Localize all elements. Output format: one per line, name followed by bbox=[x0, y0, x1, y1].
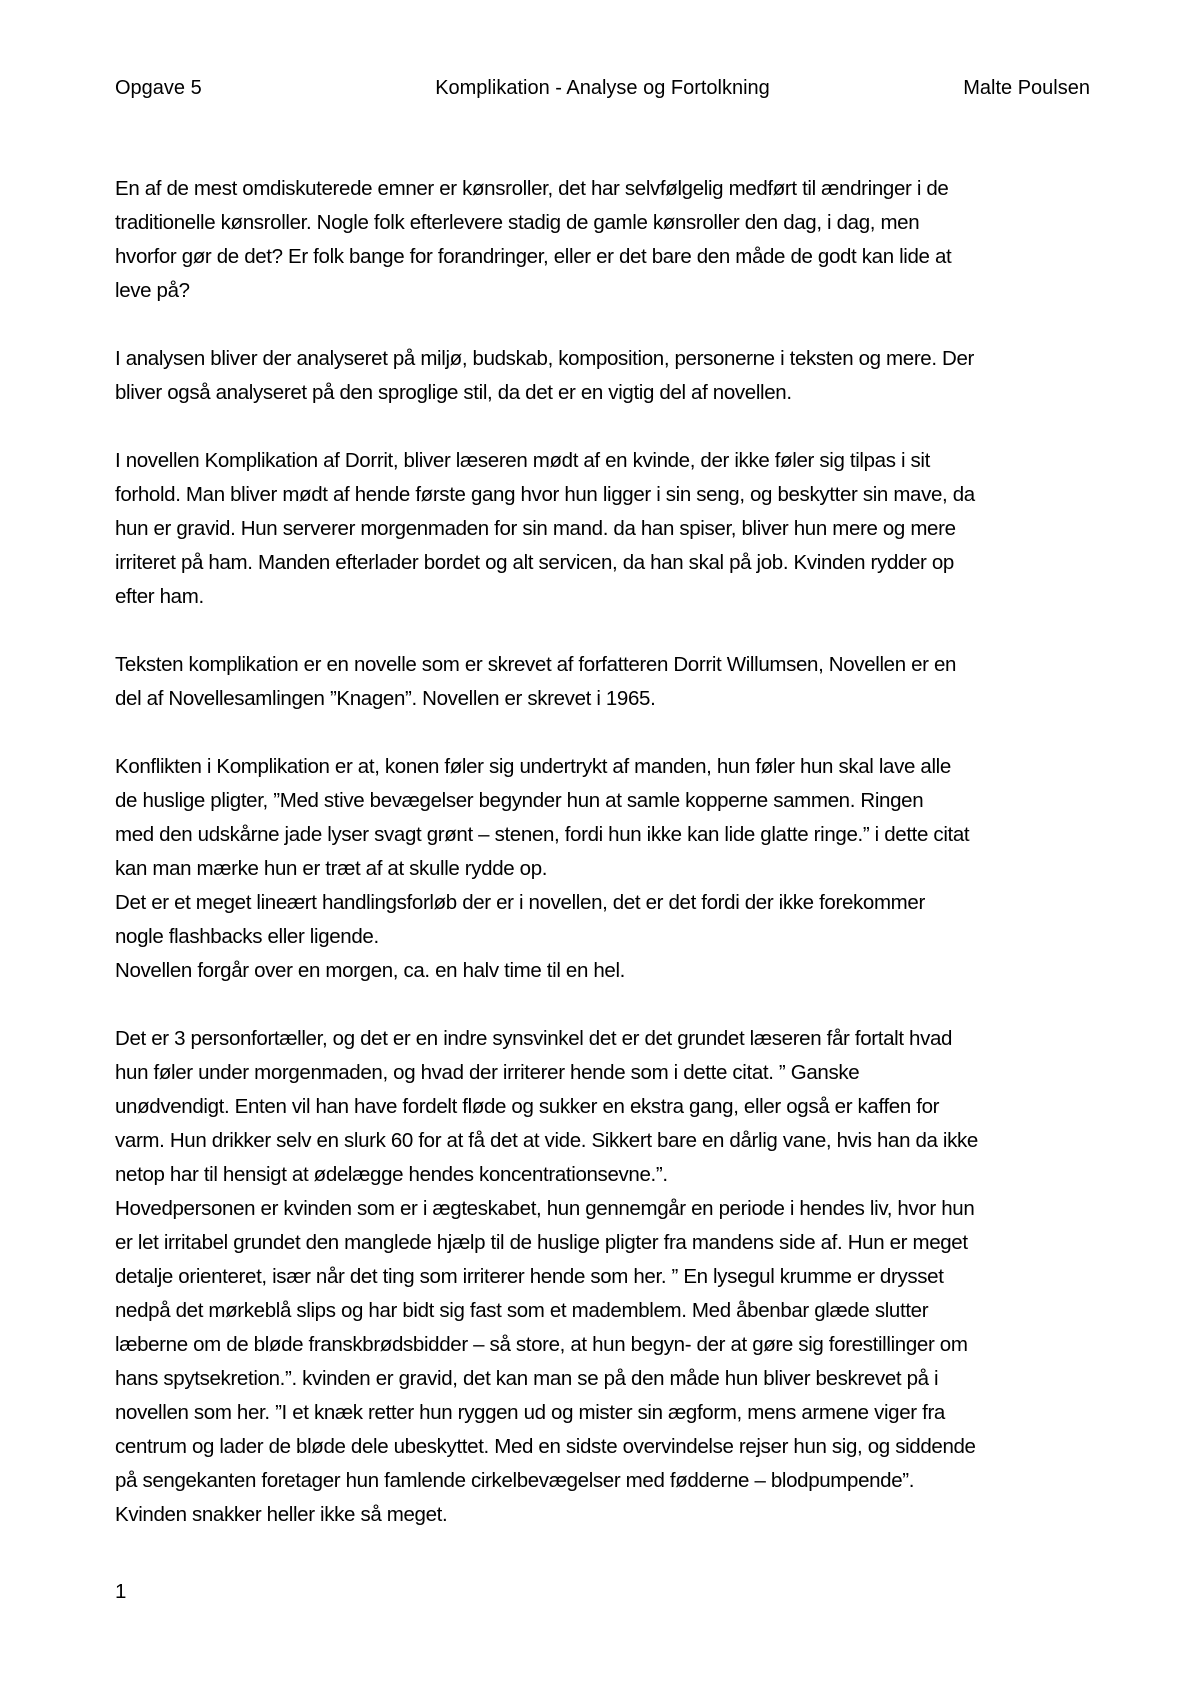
text-line: forhold. Man bliver mødt af hende første gang hvor hun ligger i sin seng, og beskytter sin mave, da bbox=[115, 483, 975, 506]
text-line: nedpå det mørkeblå slips og har bidt sig fast som et mademblem. Med åbenbar glæde slutter bbox=[115, 1299, 929, 1322]
text-line: del af Novellesamlingen ”Knagen”. Novellen er skrevet i 1965. bbox=[115, 687, 656, 710]
text-line: hans spytsekretion.”. kvinden er gravid, det kan man se på den måde hun bliver beskrevet på i bbox=[115, 1367, 939, 1390]
document-body bbox=[115, 172, 1100, 1566]
header-document-title: Komplikation - Analyse og Fortolkning bbox=[435, 77, 770, 99]
text-line: bliver også analyseret på den sproglige stil, da det er en vigtig del af novellen. bbox=[115, 381, 792, 404]
text-line: detalje orienteret, især når det ting som irriterer hende som her. ” En lysegul krumme er drysset bbox=[115, 1265, 944, 1288]
header-author-name: Malte Poulsen bbox=[963, 77, 1090, 99]
text-line: varm. Hun drikker selv en slurk 60 for at få det at vide. Sikkert bare en dårlig vane, hvis han da ikke bbox=[115, 1129, 978, 1152]
text-line: unødvendigt. Enten vil han have fordelt fløde og sukker en ekstra gang, eller også er kaffen for bbox=[115, 1095, 940, 1118]
text-line: Konflikten i Komplikation er at, konen føler sig undertrykt af manden, hun føler hun skal lave alle bbox=[115, 755, 951, 778]
text-line: centrum og lader de bløde dele ubeskyttet. Med en sidste overvindelse rejser hun sig, og siddende bbox=[115, 1435, 976, 1458]
text-line: I novellen Komplikation af Dorrit, bliver læseren mødt af en kvinde, der ikke føler sig tilpas i sit bbox=[115, 449, 930, 472]
text-line: på sengekanten foretager hun famlende cirkelbevægelser med fødderne – blodpumpende”. bbox=[115, 1469, 915, 1492]
page-number: 1 bbox=[115, 1580, 127, 1603]
page-header bbox=[115, 74, 1090, 102]
text-line: En af de mest omdiskuterede emner er kønsroller, det har selvfølgelig medført til ændringer i de bbox=[115, 177, 949, 200]
text-line: læberne om de bløde franskbrødsbidder – så store, at hun begyn- der at gøre sig forestillinger om bbox=[115, 1333, 968, 1356]
text-line: hvorfor gør de det? Er folk bange for forandringer, eller er det bare den måde de godt kan lide at bbox=[115, 245, 952, 268]
text-line: Teksten komplikation er en novelle som er skrevet af forfatteren Dorrit Willumsen, Novellen er en bbox=[115, 653, 957, 676]
text-line: Det er 3 personfortæller, og det er en indre synsvinkel det er det grundet læseren får fortalt hvad bbox=[115, 1027, 953, 1050]
text-line: kan man mærke hun er træt af at skulle rydde op. bbox=[115, 857, 548, 880]
text-line: traditionelle kønsroller. Nogle folk efterlevere stadig de gamle kønsroller den dag, i dag, men bbox=[115, 211, 920, 234]
text-line: Novellen forgår over en morgen, ca. en halv time til en hel. bbox=[115, 959, 625, 982]
text-line: de huslige pligter, ”Med stive bevægelser begynder hun at samle kopperne sammen. Ringen bbox=[115, 789, 924, 812]
text-line: netop har til hensigt at ødelægge hendes koncentrationsevne.”. bbox=[115, 1163, 668, 1186]
header-assignment-label: Opgave 5 bbox=[115, 77, 202, 99]
text-line: novellen som her. ”I et knæk retter hun ryggen ud og mister sin ægform, mens armene viger fra bbox=[115, 1401, 945, 1424]
text-line: I analysen bliver der analyseret på miljø, budskab, komposition, personerne i teksten og mere. Der bbox=[115, 347, 975, 370]
text-line: Det er et meget lineært handlingsforløb der er i novellen, det er det fordi der ikke forekommer bbox=[115, 891, 925, 914]
text-line: er let irritabel grundet den manglede hjælp til de huslige pligter fra mandens side af. Hun er meget bbox=[115, 1231, 968, 1254]
text-line: Kvinden snakker heller ikke så meget. bbox=[115, 1503, 448, 1526]
text-line: irriteret på ham. Manden efterlader bordet og alt servicen, da han skal på job. Kvinden rydder op bbox=[115, 551, 954, 574]
paragraph bbox=[115, 1022, 1100, 1532]
paragraph bbox=[115, 172, 1100, 308]
text-line: hun er gravid. Hun serverer morgenmaden for sin mand. da han spiser, bliver hun mere og mere bbox=[115, 517, 956, 540]
paragraph bbox=[115, 750, 1100, 988]
paragraph bbox=[115, 444, 1100, 614]
text-line: med den udskårne jade lyser svagt grønt – stenen, fordi hun ikke kan lide glatte ringe.” i dette citat bbox=[115, 823, 970, 846]
text-line: hun føler under morgenmaden, og hvad der irriterer hende som i dette citat. ” Ganske bbox=[115, 1061, 860, 1084]
text-line: efter ham. bbox=[115, 585, 204, 608]
paragraph bbox=[115, 342, 1100, 410]
text-line: Hovedpersonen er kvinden som er i ægteskabet, hun gennemgår en periode i hendes liv, hvor hun bbox=[115, 1197, 975, 1220]
text-line: leve på? bbox=[115, 279, 190, 302]
text-line: nogle flashbacks eller ligende. bbox=[115, 925, 379, 948]
paragraph bbox=[115, 648, 1100, 716]
